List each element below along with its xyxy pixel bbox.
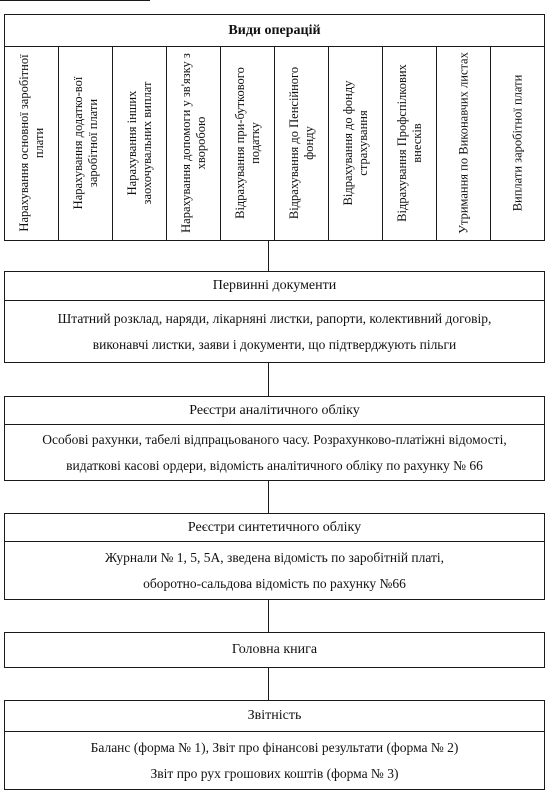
primary-docs-title-box (4, 271, 545, 301)
operation-label: Нарахування основної заробітної плати (16, 54, 46, 232)
operation-label: Утримання по Виконавчих листах (456, 52, 470, 234)
analytic-registers-body (4, 424, 545, 481)
analytic-registers-line: Особові рахунки, табелі відпрацьованого часу. Розрахунково-платіжні відомості, (42, 431, 507, 447)
primary-docs-line: виконавчі листки, заяви і документи, що підтверджують пільги (92, 336, 457, 352)
primary-docs-body (4, 300, 545, 363)
synthetic-registers-title: Реєстри синтетичного обліку (187, 519, 362, 535)
operation-label: Відрахування до Пенсійного фонду (286, 66, 316, 220)
operation-label: Нарахування допомоги у зв'язку з хворобою (178, 53, 208, 233)
reporting-line: Баланс (форма № 1), Звіт про фінансові результати (форма № 2) (90, 739, 459, 755)
operation-label: Відрахування до фонду страхування (340, 80, 370, 206)
synthetic-registers-body (4, 541, 545, 600)
operation-label: Виплати заробітної плати (510, 74, 524, 212)
operations-columns (4, 46, 545, 241)
connector-line (268, 241, 269, 271)
operation-column (491, 46, 544, 240)
operation-column (167, 46, 221, 240)
analytic-registers-line: видаткові касові ордери, відомість аналітичного обліку по рахунку № 66 (66, 457, 483, 473)
connector-line (268, 363, 269, 396)
operation-label: Нарахування додатко-вої заробітної плати (70, 76, 100, 210)
top-rule (0, 0, 150, 1)
operations-title-box (4, 14, 545, 47)
operation-column (275, 46, 329, 240)
reporting-line: Звіт про рух грошових коштів (форма № 3) (150, 765, 399, 781)
operation-column (383, 46, 437, 240)
operation-column (329, 46, 383, 240)
operation-column (5, 46, 59, 240)
operation-column (59, 46, 113, 240)
general-ledger-title: Головна книга (231, 642, 318, 657)
reporting-body (4, 731, 545, 790)
connector-line (268, 481, 269, 513)
operation-label: Нарахування інших заохочувальних виплат (124, 81, 154, 205)
connector-line (268, 668, 269, 700)
operation-column (221, 46, 275, 240)
reporting-title-box (4, 700, 545, 732)
connector-line (268, 600, 269, 632)
operation-label: Відрахування при-буткового податку (232, 67, 262, 219)
operations-title: Види операцій (228, 22, 321, 38)
synthetic-registers-title-box (4, 513, 545, 542)
operation-column (113, 46, 167, 240)
primary-docs-title: Первинні документи (212, 278, 337, 293)
operation-label: Відрахування Профспілкових внесків (394, 64, 424, 222)
operation-column (437, 46, 491, 240)
synthetic-registers-line: оборотно-сальдова відомість по рахунку №66 (143, 575, 406, 591)
general-ledger-box (4, 632, 545, 668)
primary-docs-line: Штатний розклад, наряди, лікарняні листки, рапорти, колективний договір, (57, 310, 492, 326)
synthetic-registers-line: Журнали № 1, 5, 5А, зведена відомість по заробітній платі, (104, 549, 445, 565)
analytic-registers-title-box (4, 396, 545, 425)
analytic-registers-title: Реєстри аналітичного обліку (189, 402, 360, 418)
reporting-title: Звітність (247, 708, 302, 723)
